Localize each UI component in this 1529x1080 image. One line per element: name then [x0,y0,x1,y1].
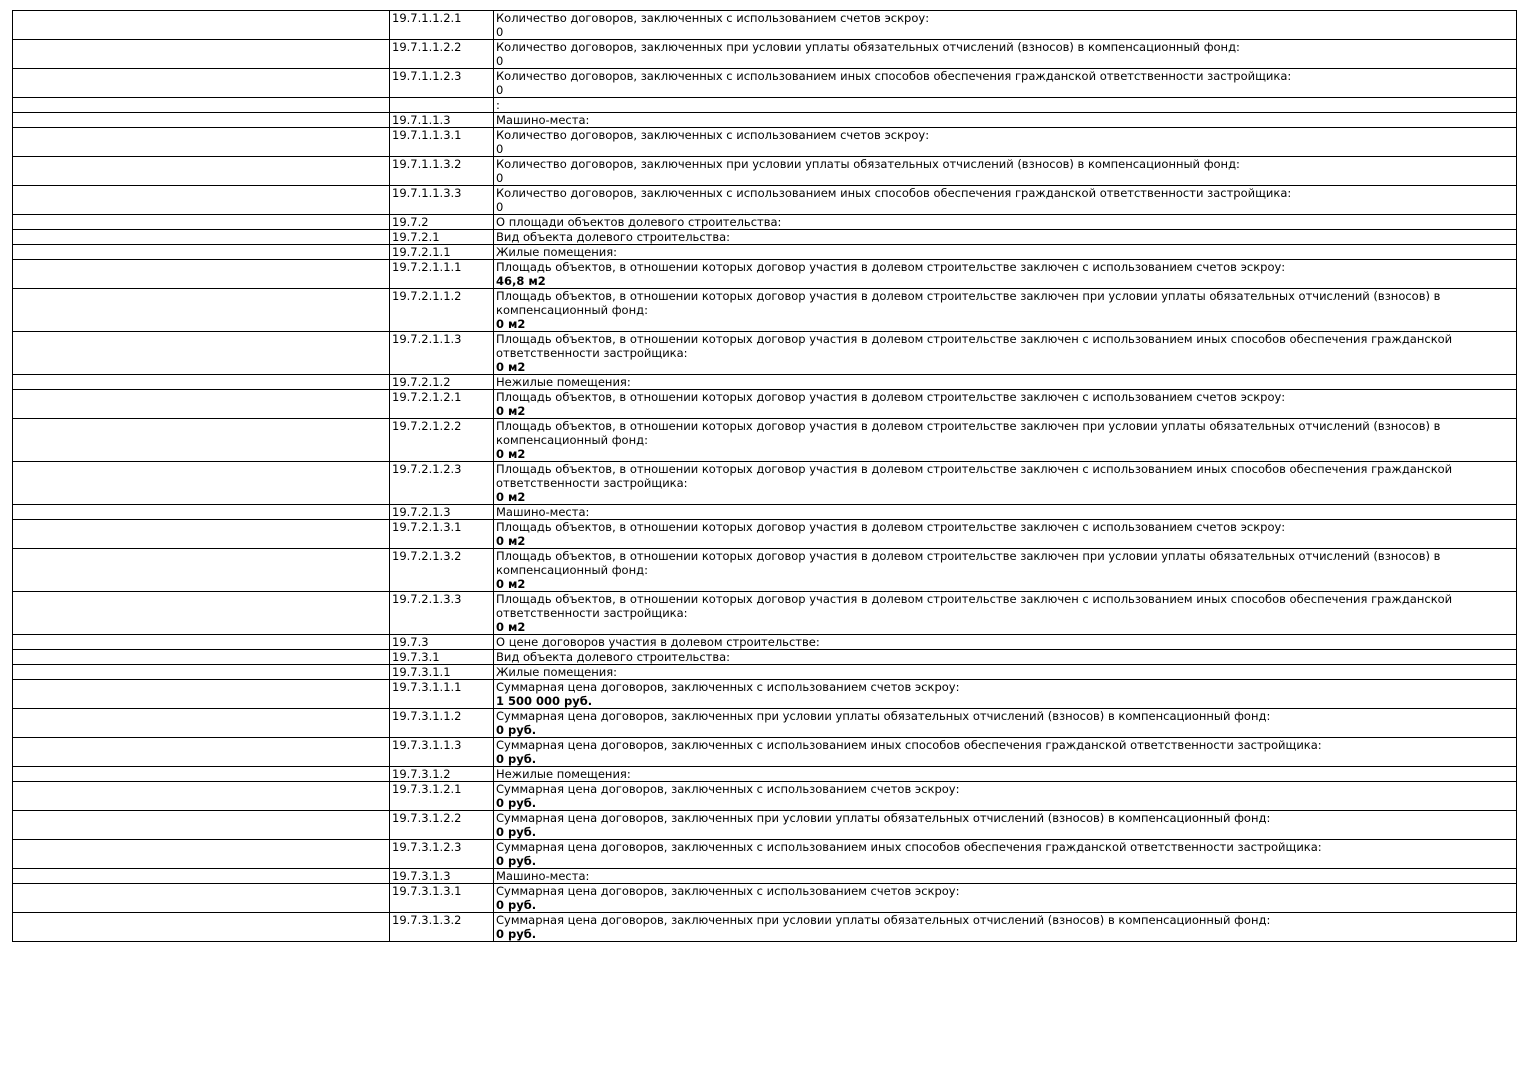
table-row [13,186,1517,215]
table-row [13,260,1517,289]
table-row [13,332,1517,375]
item-label: Суммарная цена договоров, заключенных с использованием счетов эскроу: [496,884,960,898]
item-content [494,11,1517,40]
item-code: 19.7.1.1.2.1 [390,11,494,40]
item-code: 19.7.2.1.1.3 [390,332,494,375]
item-content [494,884,1517,913]
item-label: Жилые помещения: [496,665,618,679]
table-row [13,767,1517,782]
blank-cell [13,11,390,40]
table-row [13,230,1517,245]
item-value: 0 м2 [496,620,526,634]
item-code: 19.7.2.1.3.3 [390,592,494,635]
item-content [494,709,1517,738]
blank-cell [13,390,390,419]
item-code: 19.7.2.1.2.1 [390,390,494,419]
item-label: Суммарная цена договоров, заключенных при условии уплаты обязательных отчислений (взносов) в компенсационный фонд: [496,913,1271,927]
item-code: 19.7.3.1.1.2 [390,709,494,738]
item-content [494,332,1517,375]
blank-cell [13,884,390,913]
blank-cell [13,680,390,709]
item-label: Площадь объектов, в отношении которых договор участия в долевом строительстве заключен с использованием счетов эскроу: [496,520,1286,534]
table-row [13,549,1517,592]
table-row [13,738,1517,767]
item-content [494,390,1517,419]
item-label: Количество договоров, заключенных при условии уплаты обязательных отчислений (взносов) в компенсационный фонд: [496,40,1240,54]
item-code: 19.7.3.1.2.3 [390,840,494,869]
item-value: 0 м2 [496,577,526,591]
item-code: 19.7.3.1.2.2 [390,811,494,840]
item-label: Площадь объектов, в отношении которых договор участия в долевом строительстве заключен с использованием счетов эскроу: [496,390,1286,404]
blank-cell [13,767,390,782]
item-code: 19.7.2.1.1.1 [390,260,494,289]
table-row [13,11,1517,40]
item-code: 19.7.2.1.3 [390,505,494,520]
item-content [494,767,1517,782]
item-label: Площадь объектов, в отношении которых договор участия в долевом строительстве заключен с использованием иных способов обеспечения гражданской ответственности застройщика: [496,462,1453,490]
item-content [494,128,1517,157]
table-row [13,128,1517,157]
table-row [13,520,1517,549]
blank-cell [13,462,390,505]
item-content [494,40,1517,69]
blank-cell [13,665,390,680]
item-code: 19.7.1.1.2.3 [390,69,494,98]
item-label: Суммарная цена договоров, заключенных при условии уплаты обязательных отчислений (взносов) в компенсационный фонд: [496,709,1271,723]
item-value: 46,8 м2 [496,274,546,288]
item-code: 19.7.3.1.3.1 [390,884,494,913]
blank-cell [13,738,390,767]
item-content [494,680,1517,709]
blank-cell [13,245,390,260]
item-value: 0 руб. [496,723,537,737]
item-content [494,98,1517,113]
item-content [494,913,1517,942]
item-value: 0 м2 [496,404,526,418]
table-row [13,157,1517,186]
item-code: 19.7.3.1.2 [390,767,494,782]
item-label: Суммарная цена договоров, заключенных с использованием иных способов обеспечения гражданской ответственности застройщика: [496,840,1322,854]
item-code: 19.7.2.1.2.2 [390,419,494,462]
item-code: 19.7.2.1.3.2 [390,549,494,592]
item-content [494,260,1517,289]
item-code: 19.7.3.1.1.1 [390,680,494,709]
table-row [13,709,1517,738]
item-content [494,840,1517,869]
blank-cell [13,332,390,375]
item-code: 19.7.1.1.3.2 [390,157,494,186]
item-code: 19.7.3 [390,635,494,650]
table-row [13,782,1517,811]
item-value: 0 м2 [496,490,526,504]
item-label: Площадь объектов, в отношении которых договор участия в долевом строительстве заключен с использованием иных способов обеспечения гражданской ответственности застройщика: [496,332,1453,360]
item-content [494,635,1517,650]
item-code: 19.7.1.1.3.3 [390,186,494,215]
blank-cell [13,869,390,884]
item-value: 0 [496,171,504,185]
item-label: О цене договоров участия в долевом строительстве: [496,635,820,649]
blank-cell [13,128,390,157]
item-value: 0 м2 [496,360,526,374]
blank-cell [13,840,390,869]
item-content [494,186,1517,215]
blank-cell [13,505,390,520]
table-row [13,869,1517,884]
item-content [494,113,1517,128]
item-code [390,98,494,113]
item-code: 19.7.2.1.1 [390,245,494,260]
table-row [13,592,1517,635]
blank-cell [13,592,390,635]
item-content [494,230,1517,245]
item-label: Машино-места: [496,113,590,127]
item-code: 19.7.1.1.2.2 [390,40,494,69]
table-row [13,215,1517,230]
item-content [494,520,1517,549]
item-value: 0 руб. [496,898,537,912]
blank-cell [13,650,390,665]
item-code: 19.7.3.1.2.1 [390,782,494,811]
item-label: О площади объектов долевого строительства: [496,215,782,229]
item-label: Нежилые помещения: [496,767,631,781]
table-row [13,665,1517,680]
item-label: Суммарная цена договоров, заключенных с использованием иных способов обеспечения гражданской ответственности застройщика: [496,738,1322,752]
item-code: 19.7.1.1.3.1 [390,128,494,157]
blank-cell [13,520,390,549]
blank-cell [13,40,390,69]
item-content [494,245,1517,260]
table-row [13,650,1517,665]
item-label: Площадь объектов, в отношении которых договор участия в долевом строительстве заключен при условии уплаты обязательных отчислений (взносов) в компенсационный фонд: [496,419,1441,447]
declaration-table-body [13,11,1517,942]
item-label: Количество договоров, заключенных при условии уплаты обязательных отчислений (взносов) в компенсационный фонд: [496,157,1240,171]
item-content [494,665,1517,680]
item-label: : [496,98,500,112]
item-code: 19.7.3.1.1.3 [390,738,494,767]
table-row [13,40,1517,69]
item-value: 0 [496,83,504,97]
table-row [13,840,1517,869]
item-value: 0 [496,142,504,156]
table-row [13,680,1517,709]
item-label: Площадь объектов, в отношении которых договор участия в долевом строительстве заключен с использованием счетов эскроу: [496,260,1286,274]
item-label: Суммарная цена договоров, заключенных с использованием счетов эскроу: [496,782,960,796]
item-value: 0 [496,25,504,39]
item-code: 19.7.2.1.2 [390,375,494,390]
table-row [13,390,1517,419]
blank-cell [13,375,390,390]
item-code: 19.7.2.1.3.1 [390,520,494,549]
item-value: 1 500 000 руб. [496,694,593,708]
blank-cell [13,782,390,811]
item-code: 19.7.2.1 [390,230,494,245]
item-content [494,869,1517,884]
item-value: 0 м2 [496,447,526,461]
blank-cell [13,289,390,332]
item-label: Суммарная цена договоров, заключенных при условии уплаты обязательных отчислений (взносов) в компенсационный фонд: [496,811,1271,825]
item-code: 19.7.2.1.1.2 [390,289,494,332]
item-content [494,157,1517,186]
blank-cell [13,549,390,592]
table-row [13,419,1517,462]
item-code: 19.7.1.1.3 [390,113,494,128]
item-label: Площадь объектов, в отношении которых договор участия в долевом строительстве заключен с использованием иных способов обеспечения гражданской ответственности застройщика: [496,592,1453,620]
item-code: 19.7.3.1.1 [390,665,494,680]
table-row [13,462,1517,505]
table-row [13,505,1517,520]
table-row [13,69,1517,98]
item-code: 19.7.2 [390,215,494,230]
blank-cell [13,811,390,840]
item-label: Количество договоров, заключенных с использованием иных способов обеспечения гражданской ответственности застройщика: [496,69,1292,83]
table-row [13,635,1517,650]
item-label: Количество договоров, заключенных с использованием счетов эскроу: [496,11,930,25]
item-label: Вид объекта долевого строительства: [496,230,731,244]
item-content [494,811,1517,840]
blank-cell [13,186,390,215]
item-value: 0 руб. [496,854,537,868]
table-row [13,113,1517,128]
declaration-table [12,10,1517,942]
table-row [13,913,1517,942]
item-label: Вид объекта долевого строительства: [496,650,731,664]
table-row [13,811,1517,840]
item-label: Суммарная цена договоров, заключенных с использованием счетов эскроу: [496,680,960,694]
item-code: 19.7.3.1.3.2 [390,913,494,942]
document-page [12,10,1517,942]
blank-cell [13,913,390,942]
item-value: 0 руб. [496,825,537,839]
item-content [494,592,1517,635]
item-code: 19.7.3.1.3 [390,869,494,884]
item-value: 0 м2 [496,534,526,548]
item-content [494,462,1517,505]
blank-cell [13,98,390,113]
item-label: Количество договоров, заключенных с использованием иных способов обеспечения гражданской ответственности застройщика: [496,186,1292,200]
item-label: Количество договоров, заключенных с использованием счетов эскроу: [496,128,930,142]
item-label: Машино-места: [496,869,590,883]
item-code: 19.7.2.1.2.3 [390,462,494,505]
item-label: Площадь объектов, в отношении которых договор участия в долевом строительстве заключен при условии уплаты обязательных отчислений (взносов) в компенсационный фонд: [496,289,1441,317]
table-row [13,98,1517,113]
item-content [494,738,1517,767]
item-value: 0 руб. [496,796,537,810]
item-value: 0 руб. [496,927,537,941]
item-content [494,375,1517,390]
item-label: Нежилые помещения: [496,375,631,389]
blank-cell [13,260,390,289]
item-content [494,505,1517,520]
item-content [494,419,1517,462]
item-value: 0 [496,54,504,68]
item-label: Жилые помещения: [496,245,618,259]
blank-cell [13,709,390,738]
blank-cell [13,157,390,186]
item-label: Машино-места: [496,505,590,519]
item-value: 0 [496,200,504,214]
item-content [494,549,1517,592]
item-label: Площадь объектов, в отношении которых договор участия в долевом строительстве заключен при условии уплаты обязательных отчислений (взносов) в компенсационный фонд: [496,549,1441,577]
blank-cell [13,69,390,98]
table-row [13,375,1517,390]
blank-cell [13,215,390,230]
table-row [13,245,1517,260]
item-content [494,782,1517,811]
blank-cell [13,419,390,462]
item-value: 0 м2 [496,317,526,331]
table-row [13,884,1517,913]
item-value: 0 руб. [496,752,537,766]
item-code: 19.7.3.1 [390,650,494,665]
item-content [494,69,1517,98]
item-content [494,289,1517,332]
blank-cell [13,113,390,128]
item-content [494,215,1517,230]
item-content [494,650,1517,665]
blank-cell [13,230,390,245]
blank-cell [13,635,390,650]
table-row [13,289,1517,332]
